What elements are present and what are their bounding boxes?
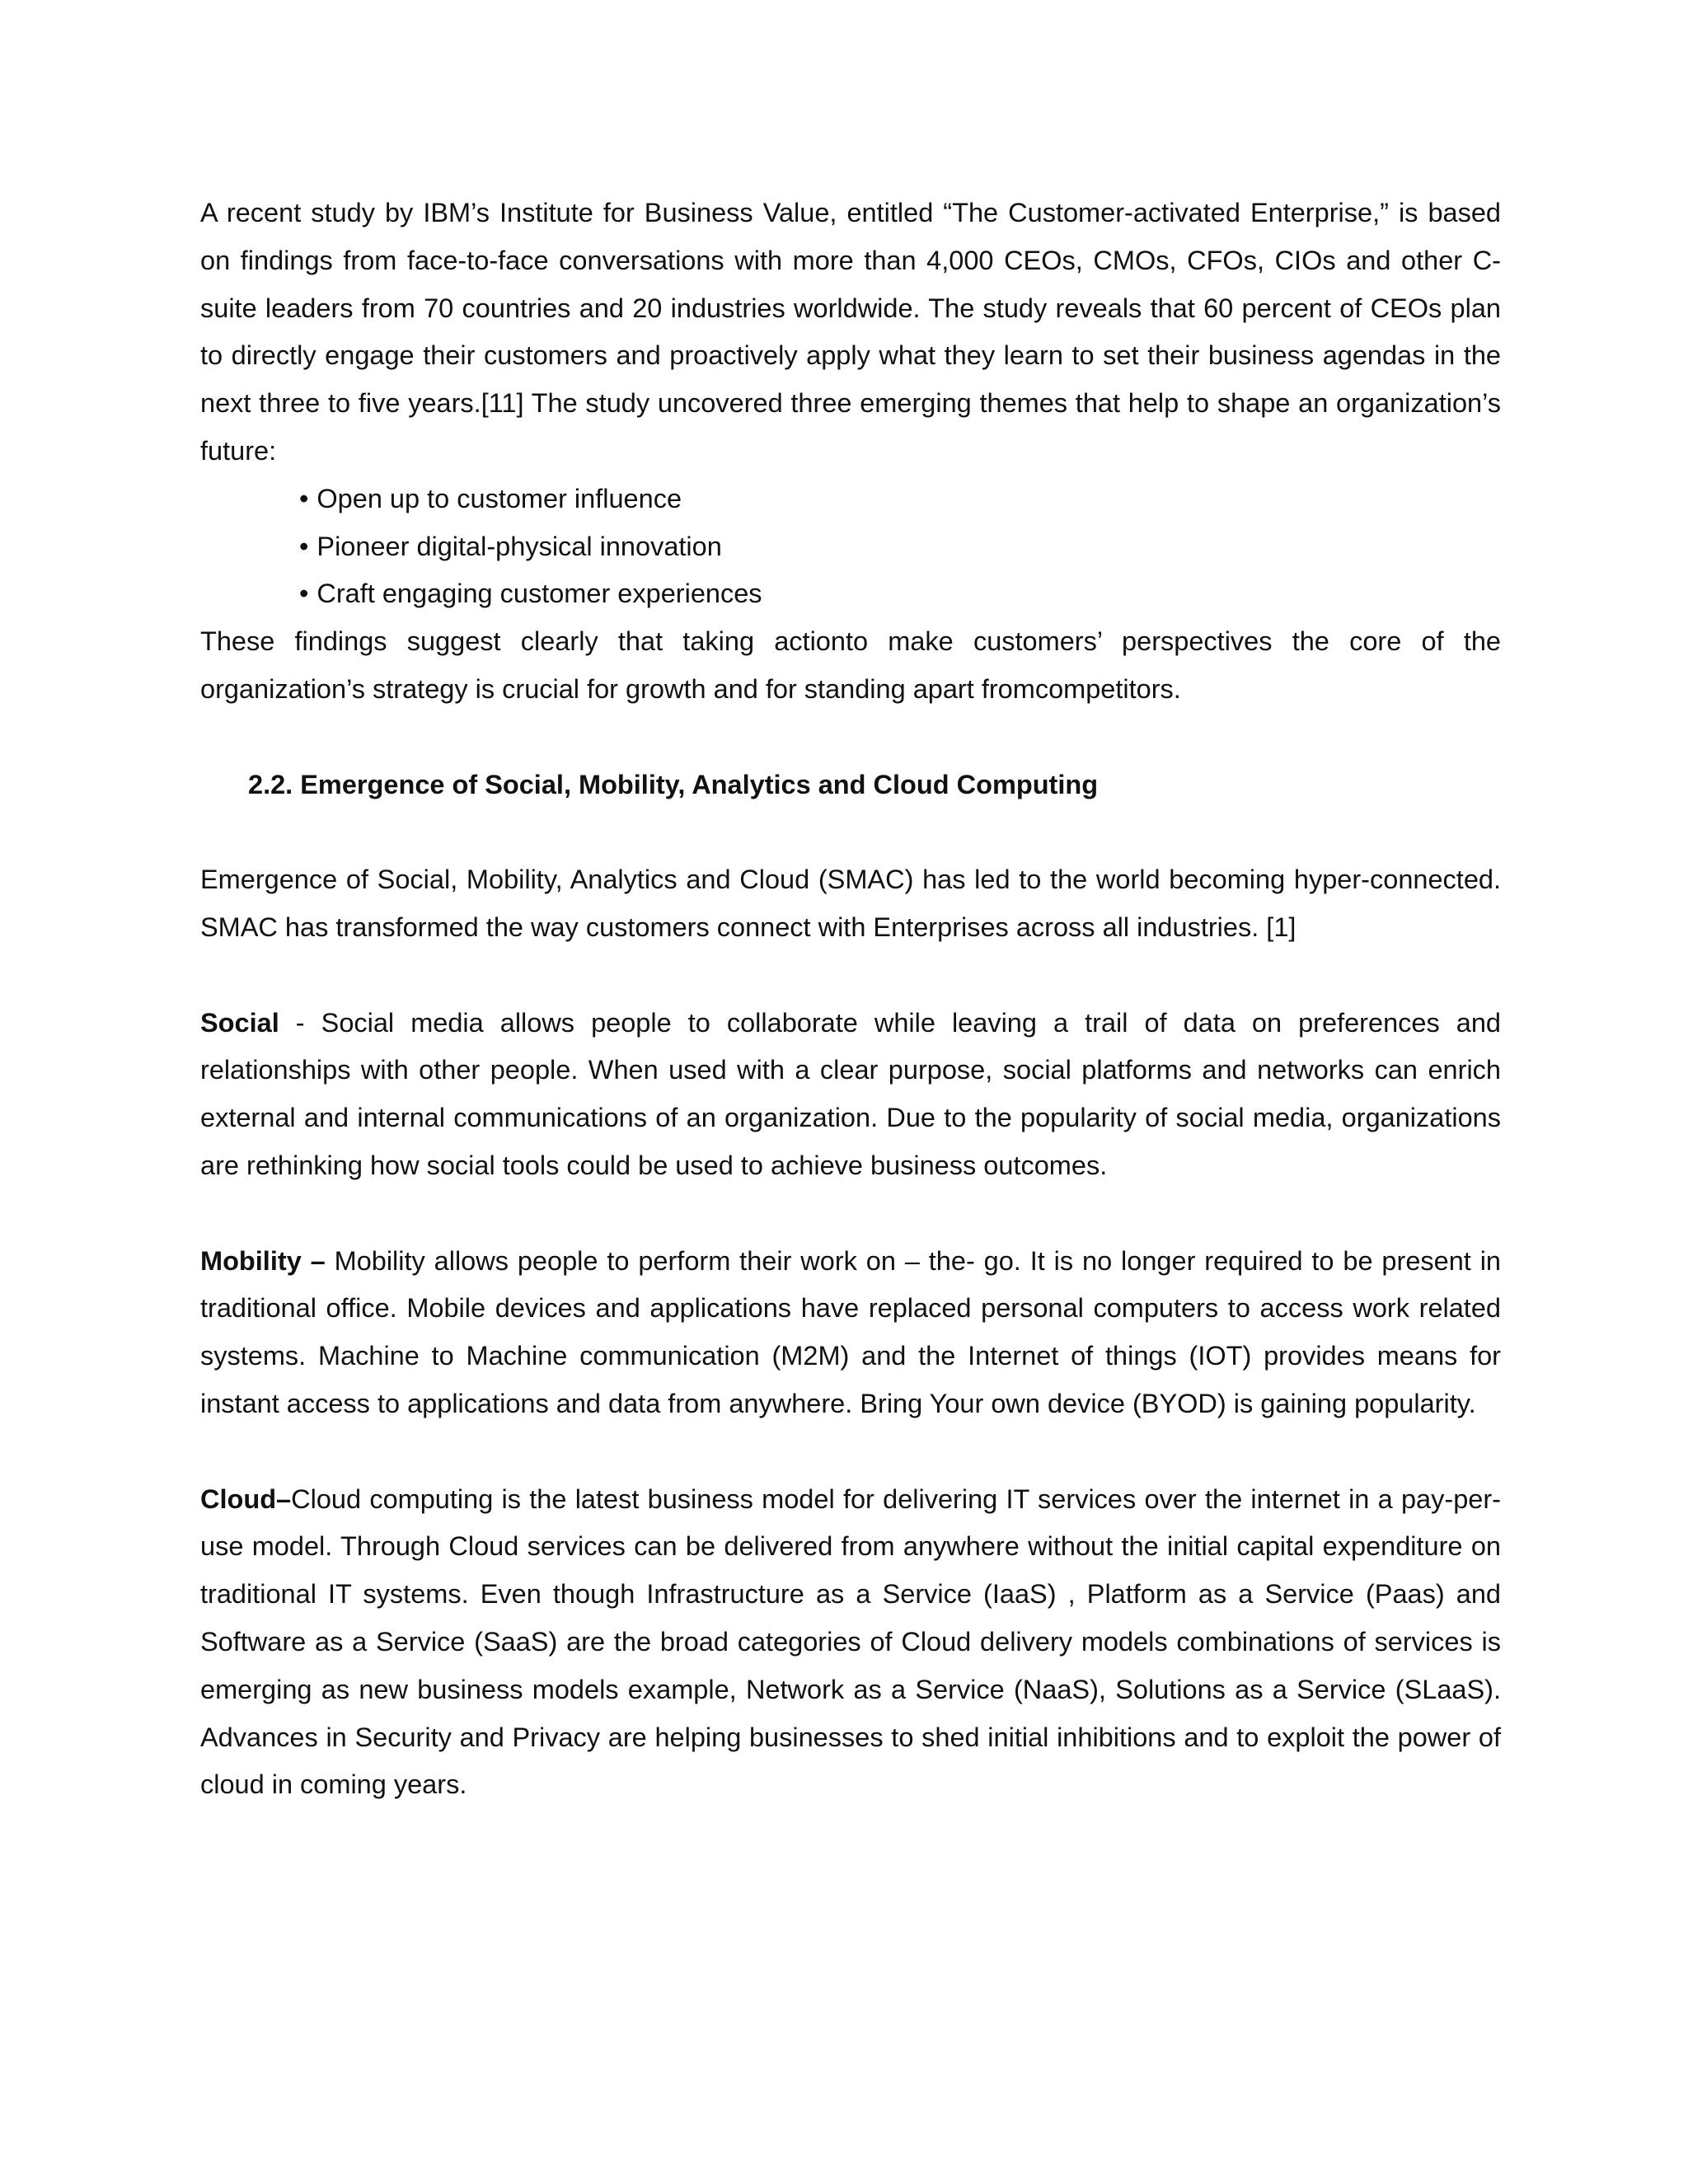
list-item: • Pioneer digital-physical innovation (299, 523, 1501, 571)
paragraph-spacer (200, 952, 1501, 1000)
cloud-term: Cloud– (200, 1483, 292, 1514)
mobility-text: Mobility allows people to perform their work on – the- go. It is no longer required to be present in traditional office. Mobile devices and applications have replaced personal computers to access work related systems. Machine to Machine communication (M2M) and the Internet of things (IOT) provides means for instant access to applications and data from anywhere. Bring Your own device (BYOD) is gaining popularity. (200, 1245, 1502, 1418)
mobility-term: Mobility – (200, 1245, 326, 1276)
cloud-paragraph (200, 1476, 1501, 1810)
intro-paragraph: A recent study by IBM’s Institute for Business Value, entitled “The Customer-activated Enterprise,” is based on findings from face-to-face conversations with more than 4,000 CEOs, CMOs, CFOs, CIOs and other C-suite leaders from 70 countries and 20 industries worldwide. The study reveals that 60 percent of CEOs plan to directly engage their customers and proactively apply what they learn to set their business agendas in the next three to five years.[11] The study uncovered three emerging themes that help to shape an organization’s future: (200, 198, 1501, 466)
list-item: • Craft engaging customer experiences (299, 570, 1501, 618)
list-item: • Open up to customer influence (299, 476, 1501, 523)
social-paragraph (200, 1000, 1501, 1190)
social-term: Social (200, 1007, 279, 1038)
conclusion-paragraph: These findings suggest clearly that taking actionto make customers’ perspectives the core of the organization’s strategy is crucial for growth and for standing apart fromcompetitors. (200, 626, 1501, 704)
paragraph-spacer (200, 1428, 1501, 1476)
page-body (200, 190, 1501, 1809)
social-text: - Social media allows people to collaborate while leaving a trail of data on preferences and relationships with other people. When used with a clear purpose, social platforms and networks can enrich external and internal communications of an organization. Due to the popularity of social media, organizations are rethinking how social tools could be used to achieve business outcomes. (200, 1007, 1501, 1180)
themes-list (200, 476, 1501, 618)
section-heading: 2.2. Emergence of Social, Mobility, Analytics and Cloud Computing (248, 769, 1099, 799)
smac-intro-paragraph: Emergence of Social, Mobility, Analytics and Cloud (SMAC) has led to the world becoming hyper-connected. SMAC has transformed the way customers connect with Enterprises across all industries. [1] (200, 865, 1501, 942)
cloud-text: Cloud computing is the latest business model for delivering IT services over the internet in a pay-per-use model. Through Cloud services can be delivered from anywhere without the initial capital expenditure on traditional IT systems. Even though Infrastructure as a Service (IaaS) , Platform as a Service (Paas) and Software as a Service (SaaS) are the broad categories of Cloud delivery models combinations of services is emerging as new business models example, Network as a Service (NaaS), Solutions as a Service (SLaaS). Advances in Security and Privacy are helping businesses to shed initial inhibitions and to exploit the power of cloud in coming years. (200, 1483, 1501, 1800)
paragraph-spacer (200, 1190, 1501, 1238)
mobility-paragraph (200, 1238, 1501, 1428)
